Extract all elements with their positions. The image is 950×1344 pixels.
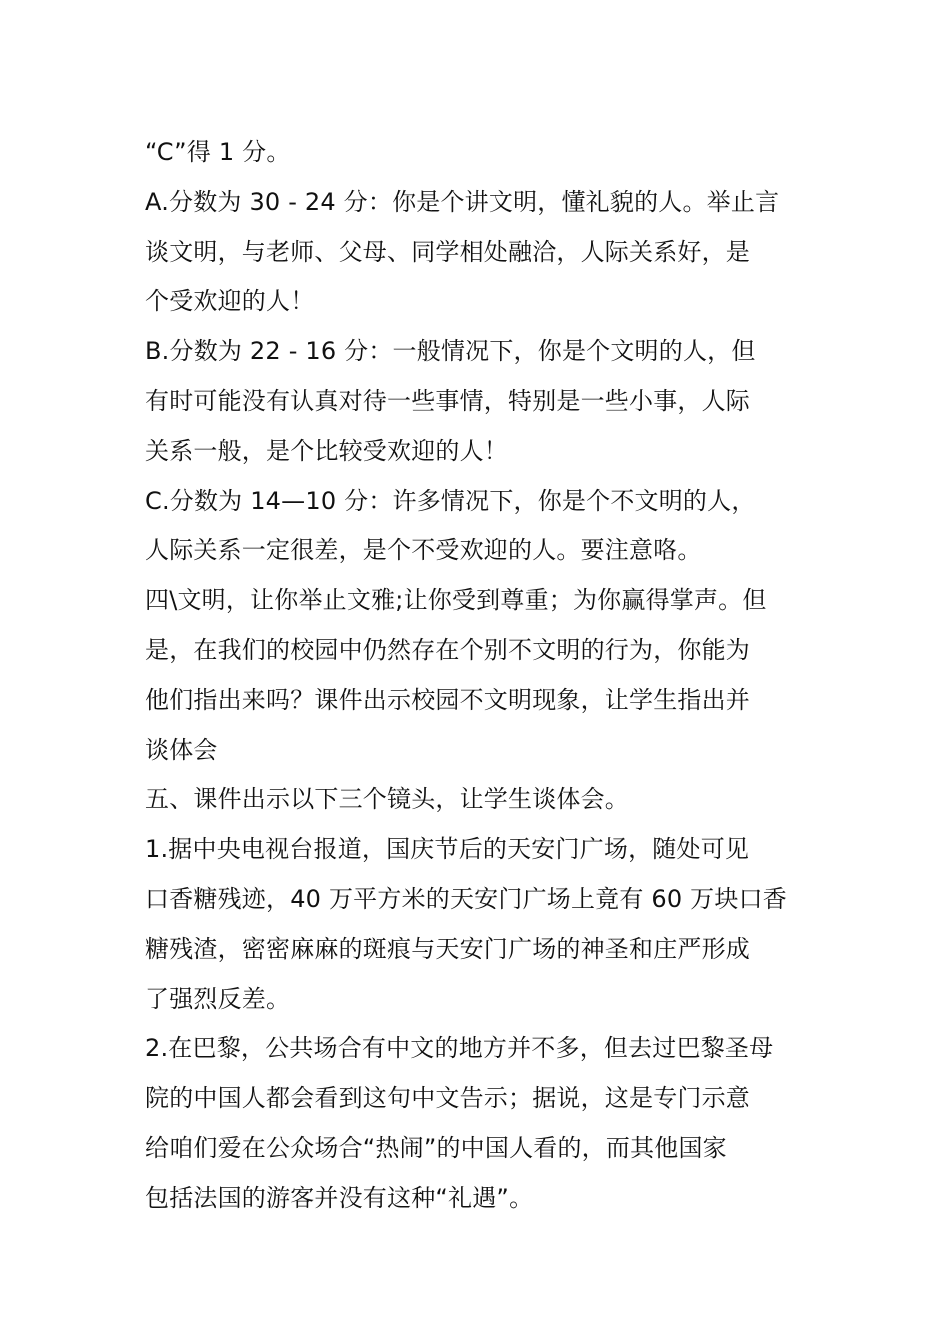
- text-line: 是，在我们的校园中仍然存在个别不文明的行为，你能为: [145, 635, 750, 664]
- text-line: 包括法国的游客并没有这种“礼遇”。: [145, 1183, 534, 1212]
- text-line: 关系一般，是个比较受欢迎的人！: [145, 436, 508, 465]
- text-line: 谈文明，与老师、父母、同学相处融洽，人际关系好，是: [145, 237, 750, 266]
- text-line: 人际关系一定很差，是个不受欢迎的人。要注意咯。: [145, 536, 702, 565]
- text-line: A.分数为 30 - 24 分：你是个讲文明，懂礼貌的人。举止言: [145, 187, 780, 216]
- text-line: “C”得 1 分。: [145, 138, 291, 166]
- text-line: 2.在巴黎，公共场合有中文的地方并不多，但去过巴黎圣母: [145, 1034, 774, 1063]
- text-line: 个受欢迎的人！: [145, 287, 315, 316]
- text-line: 糖残渣，密密麻麻的斑痕与天安门广场的神圣和庄严形成: [145, 934, 750, 963]
- text-line: B.分数为 22 - 16 分：一般情况下，你是个文明的人，但: [145, 337, 756, 366]
- text-line: 口香糖残迹，40 万平方米的天安门广场上竟有 60 万块口香: [145, 884, 787, 913]
- text-line: 他们指出来吗？课件出示校园不文明现象，让学生指出并: [145, 685, 750, 714]
- document-body: [145, 128, 825, 1224]
- text-line: 有时可能没有认真对待一些事情，特别是一些小事，人际: [145, 386, 750, 415]
- text-line: 院的中国人都会看到这句中文告示；据说，这是专门示意: [145, 1084, 750, 1113]
- text-line: 谈体会: [145, 735, 218, 764]
- text-line: 四\文明，让你举止文雅;让你受到尊重；为你赢得掌声。但: [145, 586, 767, 615]
- text-line: 了强烈反差。: [145, 984, 291, 1013]
- text-line: 五、课件出示以下三个镜头，让学生谈体会。: [145, 785, 629, 814]
- text-line: C.分数为 14—10 分：许多情况下，你是个不文明的人，: [145, 486, 756, 515]
- text-line: 1.据中央电视台报道，国庆节后的天安门广场，随处可见: [145, 835, 750, 864]
- text-line: 给咱们爱在公众场合“热闹”的中国人看的，而其他国家: [145, 1133, 727, 1162]
